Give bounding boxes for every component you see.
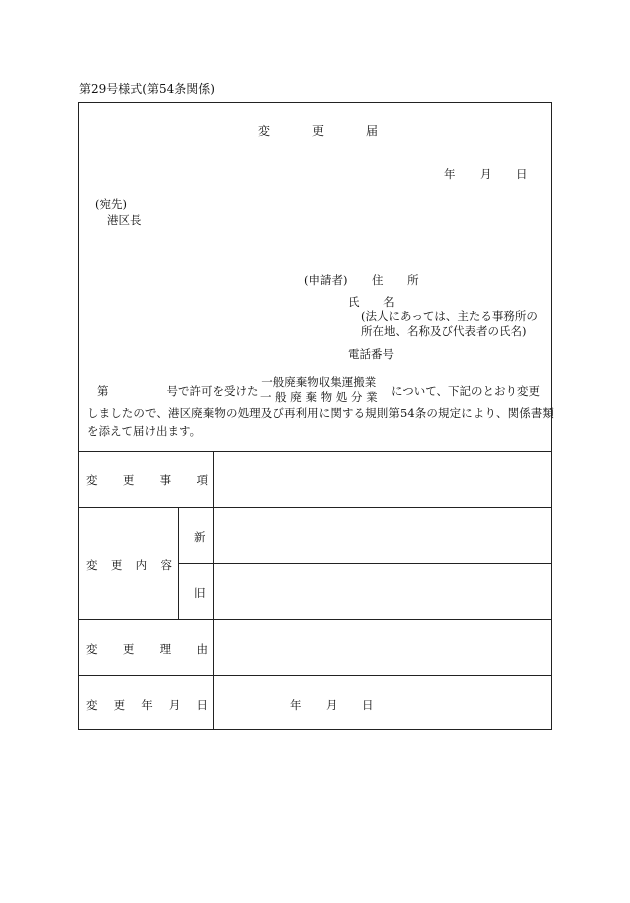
change-date-label: 変 更 年 月 日 — [86, 698, 208, 712]
name-note: (法人にあっては、主たる事務所の所在地、名称及び代表者の氏名) — [361, 309, 538, 338]
business-type-disposal: 一 般 廃 棄 物 処 分 業 — [260, 390, 378, 404]
row-divider — [178, 563, 552, 564]
form-number: 第29号様式(第54条関係) — [79, 82, 215, 96]
permit-text: 号で許可を受けた — [166, 384, 259, 398]
body-text-start — [97, 383, 259, 399]
column-divider — [178, 507, 179, 619]
business-type-collection: 一般廃棄物収集運搬業 — [261, 375, 377, 389]
year-unit: 年 — [444, 167, 456, 181]
business-type — [260, 375, 378, 405]
addressee-name: 港区長 — [107, 213, 142, 227]
table-top-border — [78, 451, 552, 452]
submission-date — [444, 166, 552, 182]
body-text-suffix: について、下記のとおり変更 — [391, 384, 541, 398]
name-label: 氏 名 — [348, 295, 405, 309]
change-reason-label: 変 更 理 由 — [86, 642, 208, 656]
row-divider — [78, 675, 552, 676]
body-text-line2: しましたので、港区廃棄物の処理及び再利用に関する規則第54条の規定により、関係書類 — [87, 406, 554, 420]
title-char: 更 — [312, 124, 325, 138]
address-label: 住 所 — [372, 273, 429, 287]
applicant-label: (申請者) — [304, 273, 348, 287]
title-char: 変 — [258, 124, 271, 138]
month-unit: 月 — [480, 167, 492, 181]
permit-prefix: 第 — [97, 384, 109, 398]
addressee — [95, 196, 142, 228]
row-divider — [78, 507, 552, 508]
addressee-label: (宛先) — [95, 197, 127, 211]
row-divider — [78, 619, 552, 620]
change-item-label: 変 更 事 項 — [86, 473, 208, 487]
form-title — [258, 122, 420, 139]
change-date-value: 年 月 日 — [290, 698, 374, 712]
column-divider — [213, 451, 214, 730]
day-unit: 日 — [516, 167, 528, 181]
old-label: 旧 — [194, 586, 206, 600]
body-text-line3: を添えて届け出ます。 — [87, 424, 202, 438]
phone-label: 電話番号 — [348, 347, 394, 361]
new-label: 新 — [194, 530, 206, 544]
title-char: 届 — [366, 124, 379, 138]
change-content-label: 変 更 内 容 — [86, 558, 172, 572]
